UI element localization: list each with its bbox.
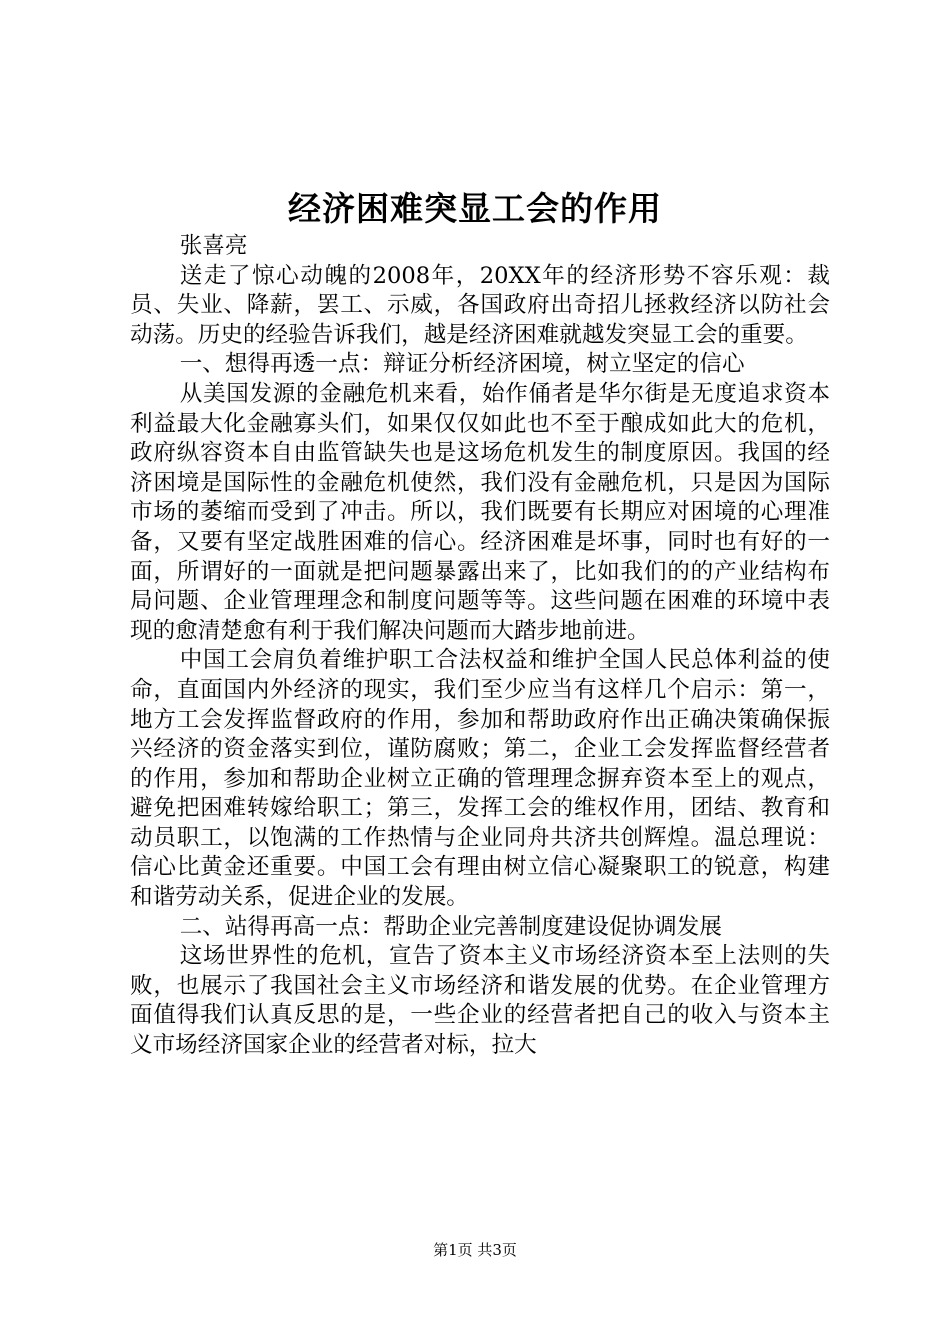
page-footer: 第1页 共3页	[433, 1241, 517, 1259]
paragraph: 从美国发源的金融危机来看，始作俑者是华尔街是无度追求资本利益最大化金融寡头们，如果仅仅如此也不至于酿成如此大的危机，政府纵容资本自由监管缺失也是这场危机发生的制度原因。我国的经济困境是国际性的金融危机使然，我们没有金融危机，只是因为国际市场的萎缩而受到了冲击。所以，我们既要有长期应对困境的心理准备，又要有坚定战胜困难的信心。经济困难是坏事，同时也有好的一面，所谓好的一面就是把问题暴露出来了，比如我们的的产业结构布局问题、企业管理理念和制度问题等等。这些问题在困难的环境中表现的愈清楚愈有利于我们解决问题而大踏步地前进。	[130, 380, 830, 644]
document-body	[130, 232, 830, 1061]
paragraph: 这场世界性的危机，宣告了资本主义市场经济资本至上法则的失败，也展示了我国社会主义市场经济和谐发展的优势。在企业管理方面值得我们认真反思的是，一些企业的经营者把自己的收入与资本主义市场经济国家企业的经营者对标，拉大	[130, 943, 830, 1059]
paragraph-intro: 送走了惊心动魄的2008年，20XX年的经济形势不容乐观：裁员、失业、降薪，罢工、示威，各国政府出奇招儿拯救经济以防社会动荡。历史的经验告诉我们，越是经济困难就越发突显工会的重要。	[130, 262, 830, 348]
section-heading-1: 一、想得再透一点：辩证分析经济困境，树立坚定的信心	[179, 351, 745, 378]
paragraph: 中国工会肩负着维护职工合法权益和维护全国人民总体利益的使命，直面国内外经济的现实，我们至少应当有这样几个启示：第一，地方工会发挥监督政府的作用，参加和帮助政府作出正确决策确保振兴经济的资金落实到位，谨防腐败；第二，企业工会发挥监督经营者的作用，参加和帮助企业树立正确的管理理念摒弃资本至上的观点，避免把困难转嫁给职工；第三，发挥工会的维权作用，团结、教育和动员职工，以饱满的工作热情与企业同舟共济共创辉煌。温总理说：信心比黄金还重要。中国工会有理由树立信心凝聚职工的锐意，构建和谐劳动关系，促进企业的发展。	[130, 647, 830, 911]
document-title: 经济困难突显工会的作用	[288, 189, 662, 228]
section-heading-2: 二、站得再高一点：帮助企业完善制度建设促协调发展	[179, 913, 722, 940]
author-name: 张喜亮	[179, 233, 248, 259]
